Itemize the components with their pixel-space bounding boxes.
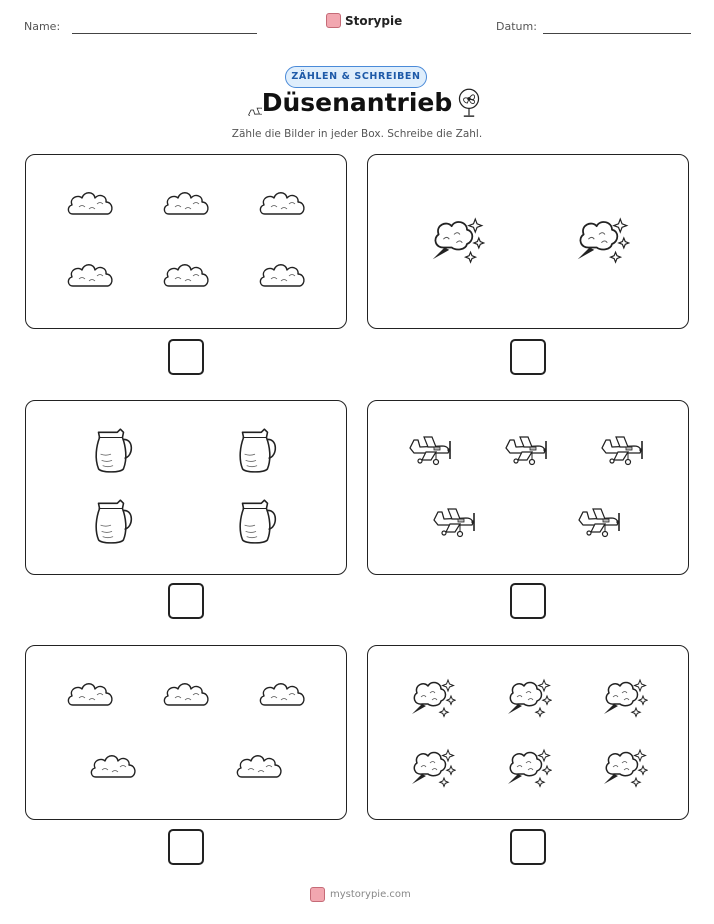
answer-box-4[interactable] <box>510 583 546 619</box>
answer-box-5[interactable] <box>168 829 204 865</box>
cloud-icon <box>162 188 212 222</box>
puff-icon <box>404 744 456 788</box>
count-panel-1 <box>25 154 347 329</box>
airplane-icon <box>404 432 460 468</box>
puff-icon <box>500 744 552 788</box>
count-panel-6 <box>367 645 689 820</box>
fan-icon <box>456 88 482 120</box>
cloud-icon <box>162 679 212 713</box>
date-label: Datum: <box>496 20 537 33</box>
puff-icon <box>404 674 456 718</box>
puff-icon <box>596 674 648 718</box>
instructions: Zähle die Bilder in jeder Box. Schreibe die Zahl. <box>231 128 483 140</box>
cloud-icon <box>162 260 212 294</box>
brand-logo <box>326 13 402 28</box>
answer-box-1[interactable] <box>168 339 204 375</box>
cloud-icon <box>66 260 116 294</box>
jug-icon <box>232 496 278 546</box>
date-line[interactable] <box>543 33 691 34</box>
footer-url[interactable]: mystorypie.com <box>330 889 411 900</box>
jug-icon <box>88 496 134 546</box>
brand-name: Storypie <box>345 13 403 28</box>
footer <box>310 887 411 902</box>
count-panel-5 <box>25 645 347 820</box>
puff-icon <box>596 744 648 788</box>
count-panel-2 <box>367 154 689 329</box>
worksheet-title: Düsenantrieb <box>261 88 453 117</box>
count-panel-4 <box>367 400 689 575</box>
cloud-icon <box>66 679 116 713</box>
name-label: Name: <box>24 20 61 33</box>
answer-box-3[interactable] <box>168 583 204 619</box>
name-line[interactable] <box>72 33 257 34</box>
cloud-icon <box>258 260 308 294</box>
count-panel-3 <box>25 400 347 575</box>
cloud-icon <box>258 188 308 222</box>
airplane-icon <box>596 432 652 468</box>
airplane-icon <box>573 504 629 540</box>
jug-icon <box>88 425 134 475</box>
puff-icon <box>423 212 485 264</box>
cloud-icon <box>66 188 116 222</box>
airplane-icon <box>500 432 556 468</box>
airplane-icon <box>228 94 262 116</box>
answer-box-6[interactable] <box>510 829 546 865</box>
cloud-icon <box>235 751 285 785</box>
cloud-icon <box>258 679 308 713</box>
storypie-mascot-icon <box>326 13 341 28</box>
jug-icon <box>232 425 278 475</box>
cloud-icon <box>89 751 139 785</box>
answer-box-2[interactable] <box>510 339 546 375</box>
puff-icon <box>568 212 630 264</box>
category-badge: ZÄHLEN & SCHREIBEN <box>285 66 427 88</box>
puff-icon <box>500 674 552 718</box>
airplane-icon <box>428 504 484 540</box>
storypie-mascot-icon <box>310 887 325 902</box>
